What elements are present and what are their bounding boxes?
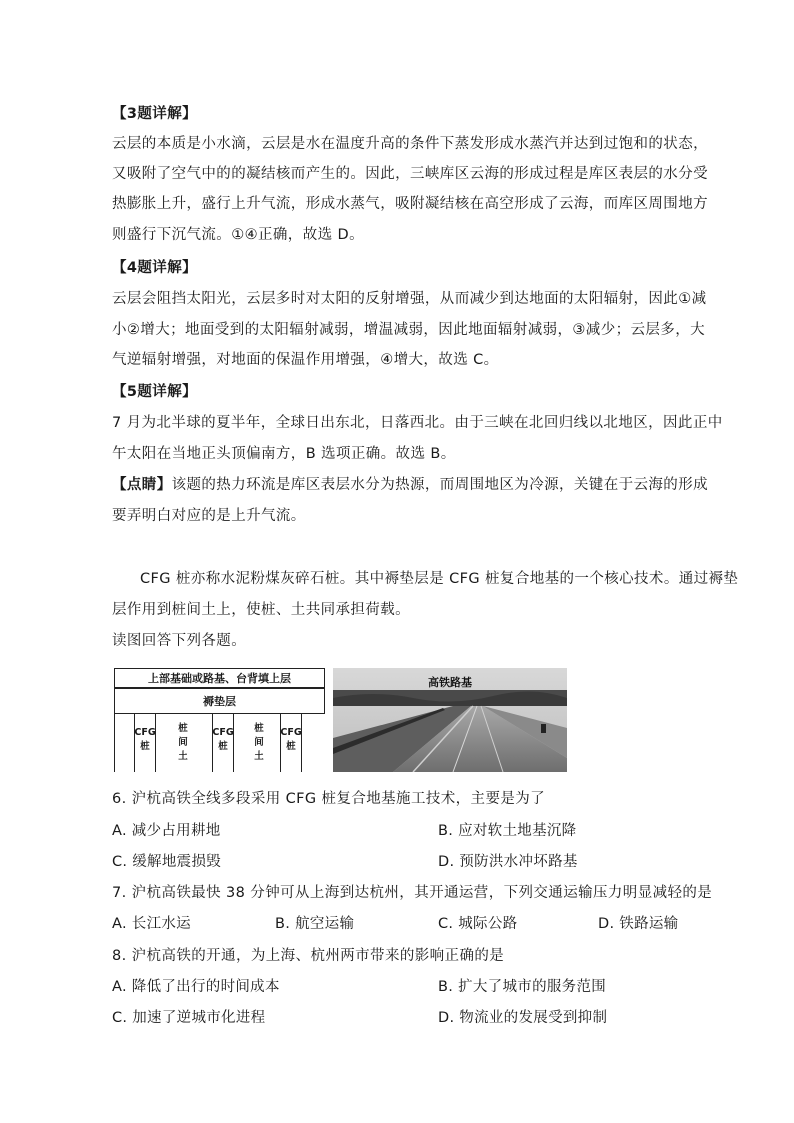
cfg-pile-diagram (114, 668, 325, 772)
intro-line-1: CFG 桩亦称水泥粉煤灰碎石桩。其中褥垫层是 CFG 桩复合地基的一个核心技术。通过褥垫 (140, 571, 739, 587)
q5-heading: 【5题详解】 (112, 384, 197, 400)
dianjing-text-1: 该题的热力环流是库区表层水分为热源，而周围地区为冷源，关键在于云海的形成 (171, 477, 709, 493)
q3-line-4: 则盛行下沉气流。①④正确，故选 D。 (112, 227, 364, 243)
q7-option-c[interactable]: C. 城际公路 (438, 916, 518, 932)
q8-option-c[interactable]: C. 加速了逆城市化进程 (112, 1010, 266, 1026)
q6-option-d[interactable]: D. 预防洪水冲坏路基 (438, 854, 578, 870)
q8-option-a[interactable]: A. 降低了出行的时间成本 (112, 979, 280, 995)
q4-line-3: 气逆辐射增强，对地面的保温作用增强，④增大，故选 C。 (112, 352, 499, 368)
intro-line-2: 层作用到桩间土上，使桩、土共同承担荷载。 (112, 602, 410, 618)
q8-option-b[interactable]: B. 扩大了城市的服务范围 (438, 979, 607, 995)
intro-line-3: 读图回答下列各题。 (112, 633, 247, 649)
soil-label-2: 桩 间 土 (254, 723, 264, 762)
q5-line-1: 7 月为北半球的夏半年，全球日出东北，日落西北。由于三峡在北回归线以北地区，因此正中 (112, 415, 723, 431)
q3-heading: 【3题详解】 (112, 106, 197, 122)
q3-line-2: 又吸附了空气中的的凝结核而产生的。因此，三峡库区云海的形成过程是库区表层的水分受 (112, 166, 708, 182)
question-6-stem: 6. 沪杭高铁全线多段采用 CFG 桩复合地基施工技术，主要是为了 (112, 791, 546, 807)
q3-line-1: 云层的本质是小水滴，云层是水在温度升高的条件下蒸发形成水蒸汽并达到过饱和的状态， (112, 136, 708, 152)
dianjing-line-1 (112, 475, 708, 495)
photo-title: 高铁路基 (428, 676, 472, 689)
q4-line-2: 小②增大；地面受到的太阳辐射减弱，增温减弱，因此地面辐射减弱，③减少；云层多，大 (112, 322, 705, 338)
soil-label-1: 桩 间 土 (178, 723, 188, 762)
cfg-pile-3-label: CFG 桩 (280, 727, 302, 752)
dianjing-line-2: 要弄明白对应的是上升气流。 (112, 508, 306, 524)
q6-option-a[interactable]: A. 减少占用耕地 (112, 823, 221, 839)
q8-option-d[interactable]: D. 物流业的发展受到抑制 (438, 1010, 608, 1026)
q6-option-c[interactable]: C. 缓解地震损毁 (112, 854, 222, 870)
question-7-stem: 7. 沪杭高铁最快 38 分钟可从上海到达杭州，其开通运营，下列交通运输压力明显减轻的是 (112, 885, 713, 901)
high-speed-rail-subgrade-photo (333, 668, 567, 772)
q5-line-2: 午太阳在当地正头顶偏南方，B 选项正确。故选 B。 (112, 446, 456, 462)
cfg-pile-2-label: CFG 桩 (212, 727, 234, 752)
dianjing-label: 【点睛】 (112, 477, 172, 493)
q7-option-a[interactable]: A. 长江水运 (112, 916, 191, 932)
q3-line-3: 热膨胀上升，盛行上升气流，形成水蒸气，吸附凝结核在高空形成了云海，而库区周围地方 (112, 196, 708, 212)
top-layer-box: 上部基础或路基、台背填上层 (114, 668, 325, 688)
cfg-pile-1-label: CFG 桩 (134, 727, 156, 752)
q7-option-b[interactable]: B. 航空运输 (275, 916, 355, 932)
q7-option-d[interactable]: D. 铁路运输 (598, 916, 679, 932)
q6-option-b[interactable]: B. 应对软土地基沉降 (438, 823, 577, 839)
question-8-stem: 8. 沪杭高铁的开通，为上海、杭州两市带来的影响正确的是 (112, 948, 505, 964)
q4-heading: 【4题详解】 (112, 260, 197, 276)
q4-line-1: 云层会阻挡太阳光，云层多时对太阳的反射增强，从而减少到达地面的太阳辐射，因此①减 (112, 291, 707, 307)
cushion-layer-box: 褥垫层 (114, 688, 325, 714)
